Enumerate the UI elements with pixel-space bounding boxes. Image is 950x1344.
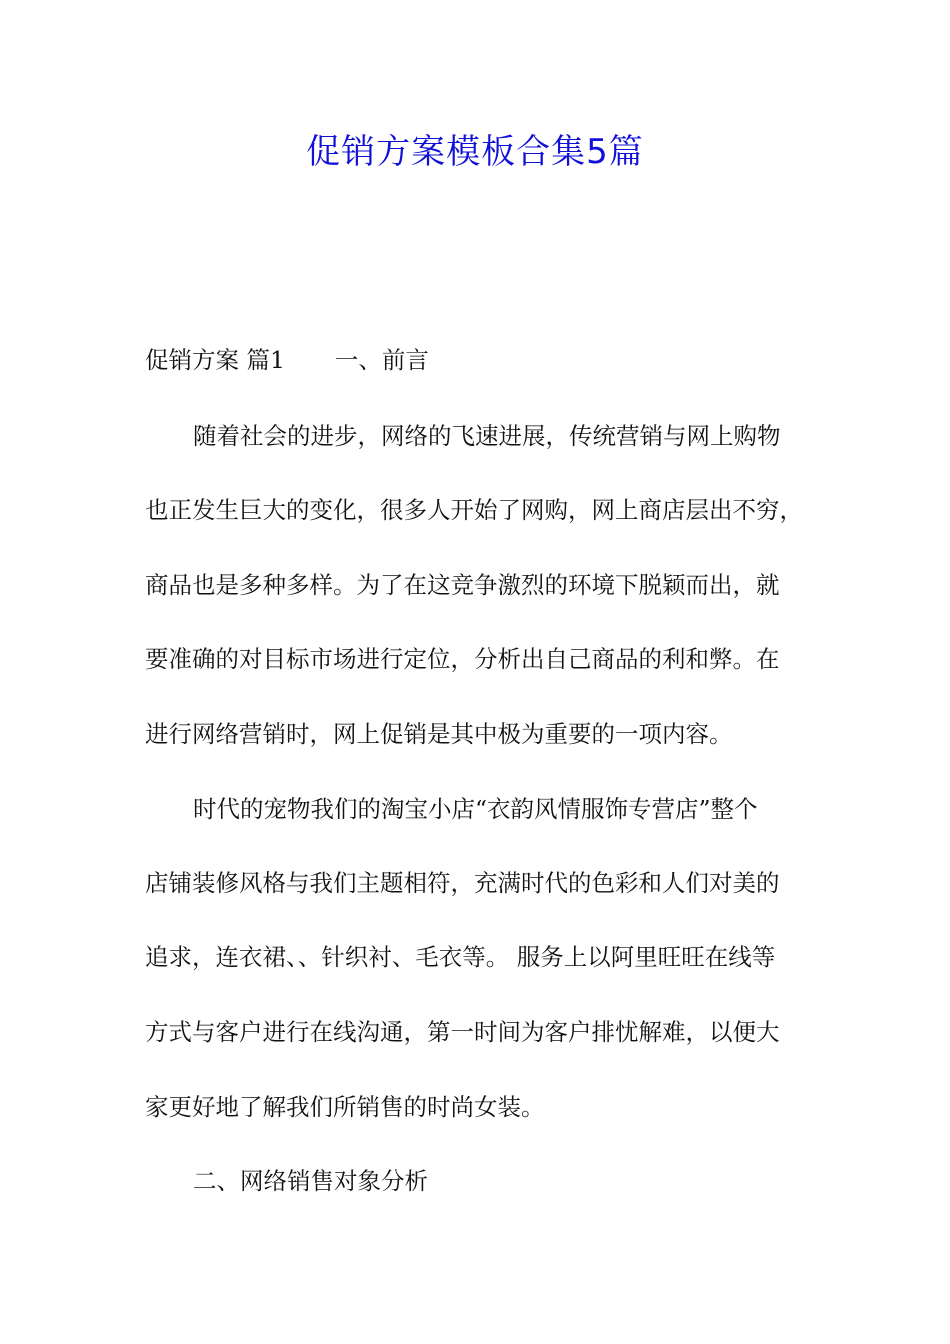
section1-header [145,344,429,376]
section-heading-preface: 一、前言 [334,346,429,374]
paragraph-line: 随着社会的进步，网络的飞速进展，传统营销与网上购物 [193,422,781,450]
paragraph-line: 商品也是多种多样。为了在这竞争激烈的环境下脱颖而出，就 [145,571,780,599]
paragraph-line: 方式与客户进行在线沟通，第一时间为客户排忧解难，以便大 [145,1018,780,1046]
paragraph-line: 店铺装修风格与我们主题相符，充满时代的色彩和人们对美的 [145,869,780,897]
paragraph-line: 也正发生巨大的变化，很多人开始了网购，网上商店层出不穷， [145,496,803,524]
paragraph-line: 要准确的对目标市场进行定位，分析出自己商品的利和弊。在 [145,645,780,673]
article-label: 促销方案 篇1 [145,346,285,374]
paragraph-line: 家更好地了解我们所销售的时尚女装。 [145,1093,545,1121]
paragraph-line: 进行网络营销时，网上促销是其中极为重要的一项内容。 [145,720,733,748]
document-title: 促销方案模板合集5篇 [306,132,644,172]
paragraph-line: 追求，连衣裙、、针织衬、毛衣等。 服务上以阿里旺旺在线等 [145,943,776,971]
section2-heading: 二、网络销售对象分析 [193,1167,428,1195]
paragraph-line: 时代的宠物我们的淘宝小店“衣韵风情服饰专营店”整个 [193,795,758,823]
